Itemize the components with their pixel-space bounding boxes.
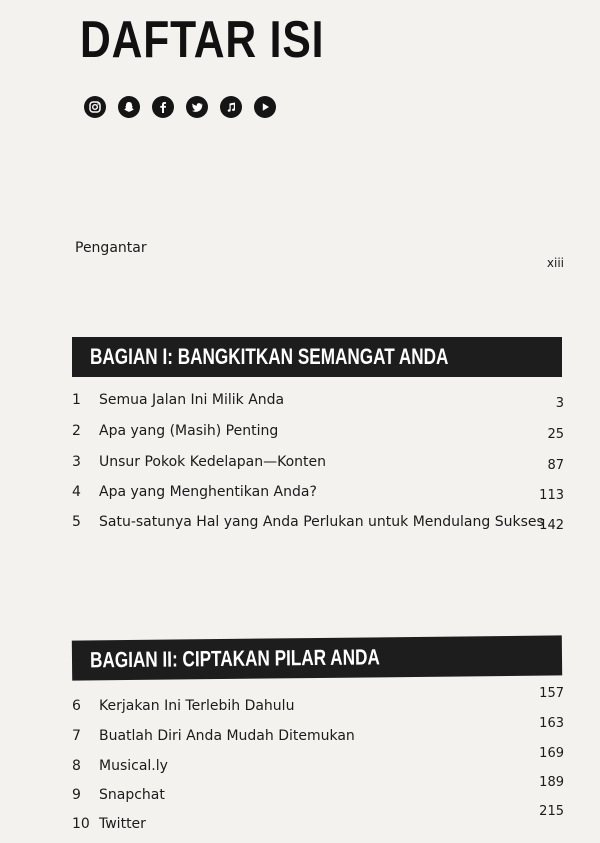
twitter-icon xyxy=(186,96,208,118)
facebook-icon xyxy=(152,96,174,118)
chapter-page: 113 xyxy=(539,488,564,503)
chapter-title: Snapchat xyxy=(99,787,165,803)
chapter-title: Buatlah Diri Anda Mudah Ditemukan xyxy=(99,728,355,744)
chapter-page: 157 xyxy=(539,686,564,701)
musical-ly-icon xyxy=(220,96,242,118)
chapter-title: Twitter xyxy=(99,816,146,832)
chapter-page: 87 xyxy=(547,458,564,473)
part-1-heading-text: BAGIAN I: BANGKITKAN SEMANGAT ANDA xyxy=(90,344,449,369)
toc-row xyxy=(72,716,564,748)
toc-row xyxy=(72,454,564,474)
part-2-heading-text: BAGIAN II: CIPTAKAN PILAR ANDA xyxy=(89,644,380,673)
chapter-title: Semua Jalan Ini Milik Anda xyxy=(99,392,285,408)
toc-row xyxy=(72,746,564,778)
chapter-number: 8 xyxy=(72,758,81,774)
part-2-heading xyxy=(72,635,562,680)
youtube-play-icon xyxy=(254,96,276,118)
chapter-page: 25 xyxy=(547,427,564,442)
toc-row xyxy=(72,484,564,504)
chapter-page: 189 xyxy=(539,775,564,790)
chapter-title: Satu-satunya Hal yang Anda Perlukan untuk Mendulang Sukses xyxy=(99,514,544,530)
toc-row xyxy=(72,392,564,412)
chapter-page: 142 xyxy=(539,518,564,533)
chapter-page: 215 xyxy=(539,804,564,819)
chapter-title: Musical.ly xyxy=(99,758,168,774)
chapter-number: 7 xyxy=(72,728,81,744)
part-1-heading xyxy=(72,337,562,377)
intro-label: Pengantar xyxy=(75,240,147,256)
toc-row xyxy=(72,775,564,807)
page-title: DAFTAR ISI xyxy=(80,11,325,69)
chapter-number: 3 xyxy=(72,454,81,470)
chapter-title: Apa yang Menghentikan Anda? xyxy=(99,484,317,500)
chapter-number: 5 xyxy=(72,514,81,530)
intro-page-number: xiii xyxy=(546,256,564,270)
toc-row xyxy=(72,804,564,836)
toc-row xyxy=(72,686,564,718)
snapchat-icon xyxy=(118,96,140,118)
chapter-number: 9 xyxy=(72,787,81,803)
chapter-title: Unsur Pokok Kedelapan—Konten xyxy=(99,454,327,470)
chapter-number: 6 xyxy=(72,698,81,714)
chapter-page: 169 xyxy=(539,746,564,761)
chapter-number: 10 xyxy=(72,816,90,832)
chapter-title: Kerjakan Ini Terlebih Dahulu xyxy=(99,698,295,714)
toc-row xyxy=(72,423,564,443)
chapter-number: 1 xyxy=(72,392,81,408)
social-icons-row xyxy=(84,96,276,118)
chapter-number: 4 xyxy=(72,484,81,500)
chapter-title: Apa yang (Masih) Penting xyxy=(99,423,279,439)
chapter-page: 3 xyxy=(555,396,564,411)
toc-row xyxy=(72,514,564,534)
instagram-icon xyxy=(84,96,106,118)
chapter-page: 163 xyxy=(539,716,564,731)
chapter-number: 2 xyxy=(72,423,81,439)
